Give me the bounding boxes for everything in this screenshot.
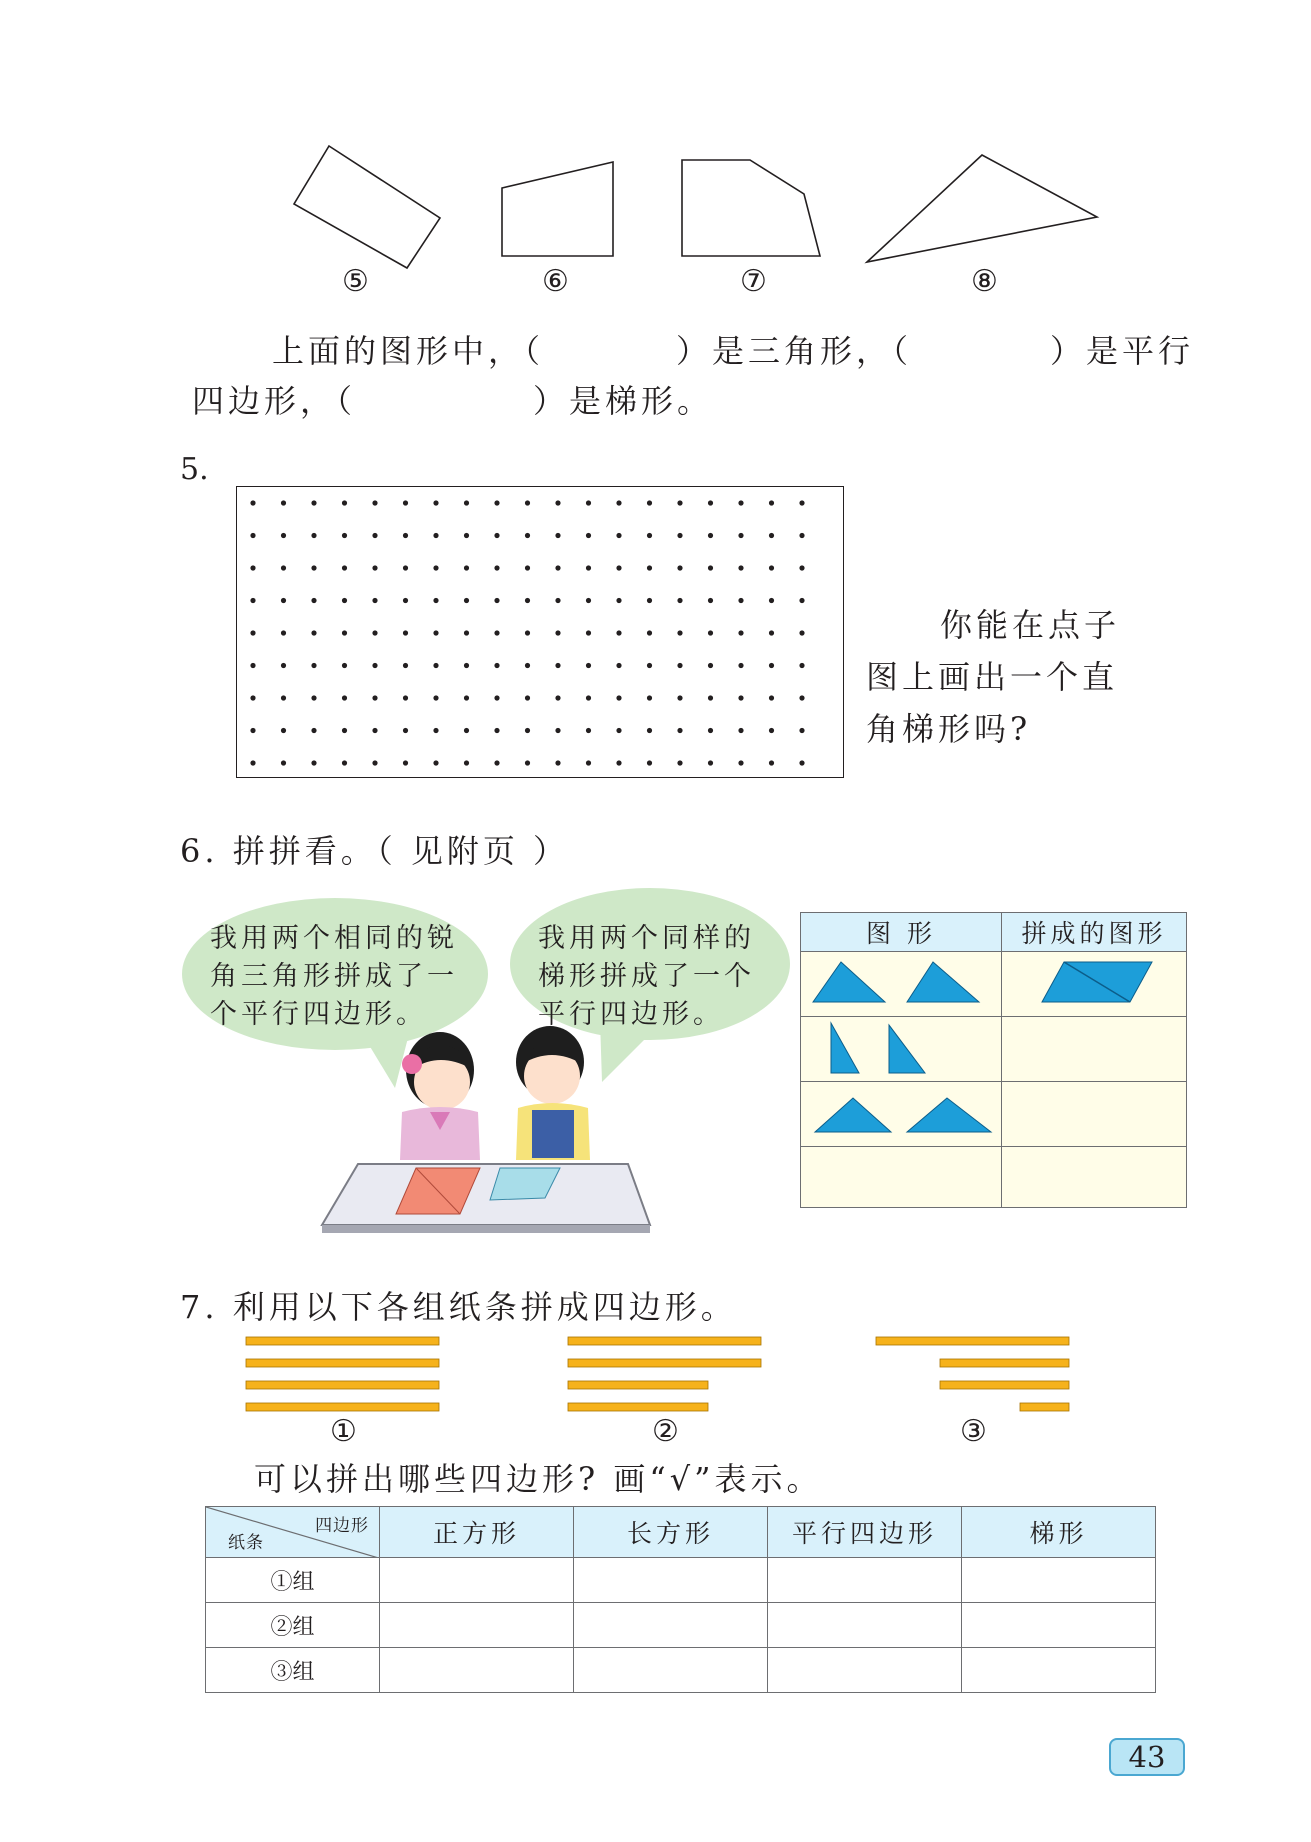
strip-group-2 bbox=[568, 1337, 761, 1411]
question-part: ）是梯形。 bbox=[533, 382, 714, 420]
boy-speech-line: 平行四边形。 bbox=[538, 999, 724, 1030]
question-line: 你能在点子 bbox=[940, 606, 1121, 644]
question-part: 四边形，（ bbox=[192, 382, 357, 420]
question-part: 上面的图形中，（ bbox=[272, 332, 545, 370]
row-label: ②组 bbox=[206, 1603, 380, 1648]
table-corner-header bbox=[206, 1507, 380, 1558]
table-header-shape: 图 形 bbox=[801, 913, 1002, 952]
answer-cell[interactable] bbox=[380, 1558, 574, 1603]
shape-label-7: ⑦ bbox=[740, 264, 767, 299]
answer-cell[interactable] bbox=[380, 1603, 574, 1648]
corner-top-label: 四边形 bbox=[315, 1516, 370, 1536]
answer-cell[interactable] bbox=[961, 1648, 1155, 1693]
strip-group-3 bbox=[876, 1337, 1069, 1411]
strip-group-label: ③ bbox=[960, 1414, 987, 1449]
answer-cell[interactable] bbox=[961, 1558, 1155, 1603]
strip-group-1 bbox=[246, 1337, 439, 1411]
column-header: 正方形 bbox=[380, 1507, 574, 1558]
girl-speech-line: 角三角形拼成了一 bbox=[210, 961, 458, 992]
answer-cell[interactable] bbox=[574, 1558, 768, 1603]
question-part: ）是平行 bbox=[1050, 332, 1195, 370]
question-line: 角梯形吗? bbox=[866, 710, 1032, 748]
answer-cell[interactable] bbox=[768, 1558, 962, 1603]
strip-group-label: ① bbox=[330, 1414, 357, 1449]
girl-speech-line: 我用两个相同的锐 bbox=[210, 923, 458, 954]
question-text: 可以拼出哪些四边形? 画“√”表示。 bbox=[254, 1460, 823, 1498]
column-header: 长方形 bbox=[574, 1507, 768, 1558]
boy-speech-line: 我用两个同样的 bbox=[538, 923, 755, 954]
quadrilateral-table bbox=[205, 1506, 1156, 1693]
answer-cell[interactable] bbox=[574, 1648, 768, 1693]
question-line: 图上画出一个直 bbox=[866, 658, 1119, 696]
answer-cell[interactable] bbox=[574, 1603, 768, 1648]
shape-label-5: ⑤ bbox=[342, 264, 369, 299]
shape-label-8: ⑧ bbox=[971, 264, 998, 299]
question-part: ）是三角形，（ bbox=[676, 332, 913, 370]
girl-speech-line: 个平行四边形。 bbox=[210, 999, 427, 1030]
page-number: 43 bbox=[1109, 1738, 1185, 1776]
column-header: 梯形 bbox=[961, 1507, 1155, 1558]
row-label: ③组 bbox=[206, 1648, 380, 1693]
section-number: 5. bbox=[180, 452, 209, 487]
answer-cell[interactable] bbox=[768, 1603, 962, 1648]
answer-cell[interactable] bbox=[380, 1648, 574, 1693]
answer-cell[interactable] bbox=[768, 1648, 962, 1693]
row-label: ①组 bbox=[206, 1558, 380, 1603]
strip-group-label: ② bbox=[652, 1414, 679, 1449]
column-header: 平行四边形 bbox=[768, 1507, 962, 1558]
section-title: 6. 拼拼看。（ 见附页 ） bbox=[180, 832, 570, 870]
shape-label-6: ⑥ bbox=[542, 264, 569, 299]
table-header-result: 拼成的图形 bbox=[1002, 913, 1187, 952]
corner-bottom-label: 纸条 bbox=[228, 1533, 264, 1553]
boy-speech-line: 梯形拼成了一个 bbox=[538, 961, 755, 992]
answer-cell[interactable] bbox=[961, 1603, 1155, 1648]
section-title: 7. 利用以下各组纸条拼成四边形。 bbox=[180, 1288, 737, 1326]
